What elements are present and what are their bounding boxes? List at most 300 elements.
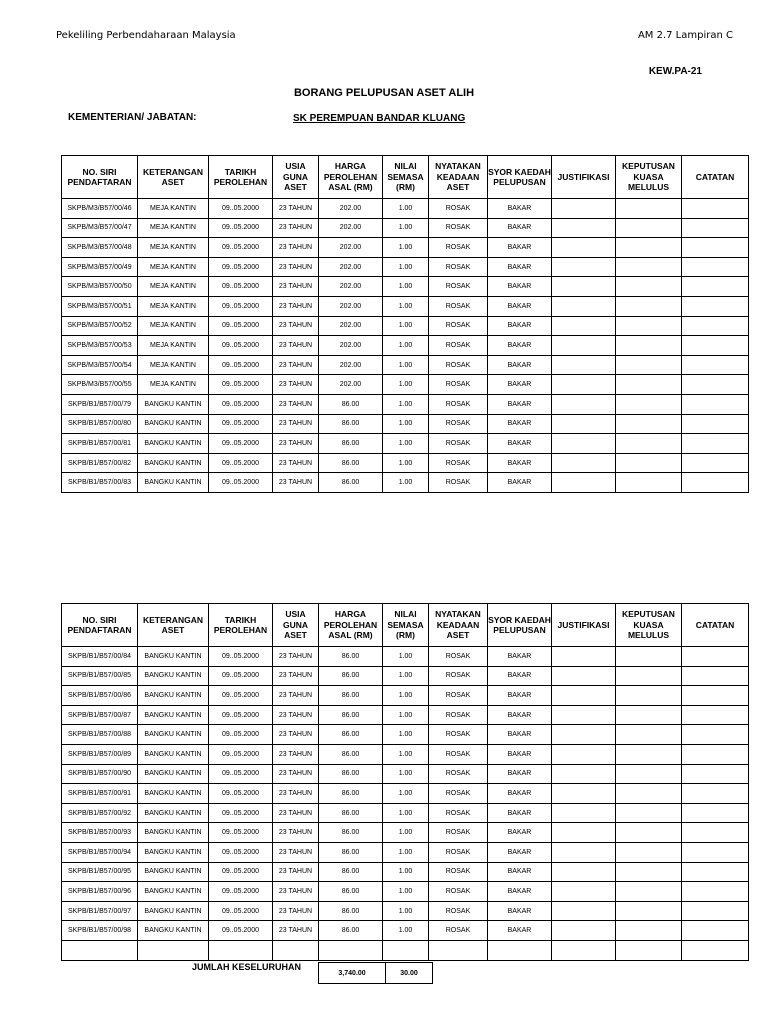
table-cell: 23 TAHUN bbox=[273, 823, 319, 843]
table-header-row bbox=[62, 604, 749, 647]
table-cell: BANGKU KANTIN bbox=[138, 725, 209, 745]
table-cell: BAKAR bbox=[488, 862, 552, 882]
table-cell: BAKAR bbox=[488, 199, 552, 219]
table-cell: ROSAK bbox=[429, 842, 488, 862]
table-cell: ROSAK bbox=[429, 336, 488, 356]
table-cell: SKPB/B1/B57/00/93 bbox=[62, 823, 138, 843]
table-cell: 09..05.2000 bbox=[209, 803, 273, 823]
table-cell: 86.00 bbox=[319, 764, 383, 784]
table-cell: BAKAR bbox=[488, 764, 552, 784]
table-cell: MEJA KANTIN bbox=[138, 355, 209, 375]
table-cell: 86.00 bbox=[319, 921, 383, 941]
table-cell bbox=[682, 296, 749, 316]
table-cell: 09..05.2000 bbox=[209, 473, 273, 493]
table-cell: BAKAR bbox=[488, 725, 552, 745]
table-cell: 09..05.2000 bbox=[209, 744, 273, 764]
table-cell: BANGKU KANTIN bbox=[138, 453, 209, 473]
table-cell bbox=[616, 453, 682, 473]
table-cell: ROSAK bbox=[429, 803, 488, 823]
table-cell bbox=[616, 257, 682, 277]
table-cell bbox=[616, 882, 682, 902]
table-cell bbox=[552, 218, 616, 238]
table-cell: BAKAR bbox=[488, 647, 552, 667]
col-catatan: CATATAN bbox=[682, 604, 749, 647]
col-tarikh: TARIKH PEROLEHAN bbox=[209, 156, 273, 199]
table-cell: BAKAR bbox=[488, 355, 552, 375]
table-cell: 86.00 bbox=[319, 434, 383, 454]
total-harga: 3,740.00 bbox=[319, 963, 386, 984]
table-cell: 202.00 bbox=[319, 199, 383, 219]
table-cell bbox=[319, 940, 383, 960]
table-cell: 202.00 bbox=[319, 316, 383, 336]
table-cell bbox=[616, 647, 682, 667]
table-cell bbox=[552, 686, 616, 706]
table-cell bbox=[552, 803, 616, 823]
table-cell: 86.00 bbox=[319, 414, 383, 434]
table-cell: MEJA KANTIN bbox=[138, 277, 209, 297]
table-cell bbox=[682, 414, 749, 434]
table-cell bbox=[682, 434, 749, 454]
table-cell: SKPB/M3/B57/00/52 bbox=[62, 316, 138, 336]
table-cell: 09..05.2000 bbox=[209, 277, 273, 297]
table-cell: ROSAK bbox=[429, 238, 488, 258]
table-cell: SKPB/B1/B57/00/82 bbox=[62, 453, 138, 473]
table-cell bbox=[616, 744, 682, 764]
table-row bbox=[62, 784, 749, 804]
table-cell: 09..05.2000 bbox=[209, 394, 273, 414]
table-cell: 1.00 bbox=[383, 238, 429, 258]
table-cell: SKPB/M3/B57/00/53 bbox=[62, 336, 138, 356]
table-cell: BANGKU KANTIN bbox=[138, 434, 209, 454]
table-cell: SKPB/M3/B57/00/54 bbox=[62, 355, 138, 375]
header-right: AM 2.7 Lampiran C bbox=[637, 30, 733, 41]
table-cell bbox=[616, 705, 682, 725]
table-cell: 23 TAHUN bbox=[273, 355, 319, 375]
table-cell: BAKAR bbox=[488, 238, 552, 258]
table-cell bbox=[682, 199, 749, 219]
table-cell: BAKAR bbox=[488, 823, 552, 843]
table-row bbox=[62, 414, 749, 434]
table-cell: 23 TAHUN bbox=[273, 277, 319, 297]
table-cell: 1.00 bbox=[383, 434, 429, 454]
table-cell: 09..05.2000 bbox=[209, 705, 273, 725]
table-cell bbox=[682, 666, 749, 686]
table-row bbox=[62, 686, 749, 706]
table-cell bbox=[616, 238, 682, 258]
table-cell bbox=[552, 375, 616, 395]
table-cell bbox=[552, 257, 616, 277]
table-cell: SKPB/M3/B57/00/49 bbox=[62, 257, 138, 277]
table-row bbox=[62, 394, 749, 414]
table-cell: 1.00 bbox=[383, 764, 429, 784]
table-cell bbox=[552, 725, 616, 745]
table-cell: BANGKU KANTIN bbox=[138, 647, 209, 667]
table-cell: 09..05.2000 bbox=[209, 355, 273, 375]
table-cell bbox=[682, 316, 749, 336]
table-cell bbox=[552, 882, 616, 902]
table-cell: BAKAR bbox=[488, 882, 552, 902]
table-cell: ROSAK bbox=[429, 355, 488, 375]
table-cell: SKPB/B1/B57/00/86 bbox=[62, 686, 138, 706]
table-cell bbox=[552, 705, 616, 725]
blank-row bbox=[62, 940, 749, 960]
table-2-body bbox=[62, 647, 749, 961]
table-cell: 09..05.2000 bbox=[209, 666, 273, 686]
table-row bbox=[62, 921, 749, 941]
table-cell: ROSAK bbox=[429, 434, 488, 454]
table-cell: 1.00 bbox=[383, 823, 429, 843]
table-cell bbox=[616, 375, 682, 395]
table-cell bbox=[682, 842, 749, 862]
table-cell: 86.00 bbox=[319, 686, 383, 706]
table-cell: 1.00 bbox=[383, 453, 429, 473]
table-cell: 86.00 bbox=[319, 901, 383, 921]
table-cell bbox=[682, 686, 749, 706]
table-cell: 1.00 bbox=[383, 336, 429, 356]
table-cell: ROSAK bbox=[429, 453, 488, 473]
table-cell bbox=[682, 921, 749, 941]
table-cell: 1.00 bbox=[383, 686, 429, 706]
disposal-table-1 bbox=[61, 155, 749, 493]
table-row bbox=[62, 823, 749, 843]
table-cell: SKPB/B1/B57/00/94 bbox=[62, 842, 138, 862]
table-cell: 23 TAHUN bbox=[273, 218, 319, 238]
table-cell: 86.00 bbox=[319, 882, 383, 902]
form-title: BORANG PELUPUSAN ASET ALIH bbox=[293, 87, 475, 99]
table-row bbox=[62, 725, 749, 745]
table-cell: 86.00 bbox=[319, 744, 383, 764]
table-cell: SKPB/B1/B57/00/85 bbox=[62, 666, 138, 686]
table-cell bbox=[682, 257, 749, 277]
ministry-value: SK PEREMPUAN BANDAR KLUANG bbox=[293, 113, 466, 124]
table-cell bbox=[616, 434, 682, 454]
table-row bbox=[62, 764, 749, 784]
table-cell bbox=[616, 803, 682, 823]
table-cell: 09..05.2000 bbox=[209, 238, 273, 258]
table-row bbox=[62, 901, 749, 921]
table-cell: BANGKU KANTIN bbox=[138, 394, 209, 414]
table-cell: BAKAR bbox=[488, 901, 552, 921]
table-row bbox=[62, 316, 749, 336]
table-row bbox=[62, 647, 749, 667]
disposal-table-2 bbox=[61, 603, 749, 961]
table-cell bbox=[552, 473, 616, 493]
table-cell: 23 TAHUN bbox=[273, 862, 319, 882]
table-cell: 1.00 bbox=[383, 842, 429, 862]
table-row bbox=[62, 218, 749, 238]
table-cell: ROSAK bbox=[429, 784, 488, 804]
table-cell bbox=[616, 823, 682, 843]
table-cell: 09..05.2000 bbox=[209, 921, 273, 941]
table-cell: ROSAK bbox=[429, 375, 488, 395]
table-cell: SKPB/B1/B57/00/80 bbox=[62, 414, 138, 434]
table-cell: ROSAK bbox=[429, 705, 488, 725]
table-cell bbox=[616, 394, 682, 414]
table-cell: 202.00 bbox=[319, 277, 383, 297]
table-row bbox=[62, 277, 749, 297]
table-cell: BANGKU KANTIN bbox=[138, 414, 209, 434]
table-cell: 09..05.2000 bbox=[209, 453, 273, 473]
table-cell bbox=[552, 666, 616, 686]
col-harga: HARGA PEROLEHAN ASAL (RM) bbox=[319, 156, 383, 199]
table-cell: 23 TAHUN bbox=[273, 414, 319, 434]
table-cell: 23 TAHUN bbox=[273, 453, 319, 473]
table-cell: ROSAK bbox=[429, 473, 488, 493]
table-cell: SKPB/B1/B57/00/92 bbox=[62, 803, 138, 823]
table-cell: 1.00 bbox=[383, 882, 429, 902]
table-cell: BANGKU KANTIN bbox=[138, 862, 209, 882]
table-row bbox=[62, 296, 749, 316]
table-cell: 86.00 bbox=[319, 453, 383, 473]
table-cell: 1.00 bbox=[383, 784, 429, 804]
table-cell: 86.00 bbox=[319, 705, 383, 725]
table-cell: 23 TAHUN bbox=[273, 394, 319, 414]
table-row bbox=[62, 744, 749, 764]
table-cell: 202.00 bbox=[319, 355, 383, 375]
table-cell: 1.00 bbox=[383, 277, 429, 297]
table-cell bbox=[616, 901, 682, 921]
table-cell: BAKAR bbox=[488, 473, 552, 493]
table-cell: BAKAR bbox=[488, 434, 552, 454]
table-cell bbox=[682, 803, 749, 823]
form-code: KEW.PA-21 bbox=[648, 66, 702, 77]
table-cell bbox=[616, 862, 682, 882]
table-row bbox=[62, 453, 749, 473]
table-row bbox=[62, 803, 749, 823]
table-cell bbox=[552, 744, 616, 764]
table-cell: BAKAR bbox=[488, 336, 552, 356]
table-row bbox=[62, 842, 749, 862]
table-cell: 1.00 bbox=[383, 355, 429, 375]
table-cell: BAKAR bbox=[488, 277, 552, 297]
ministry-label: KEMENTERIAN/ JABATAN: bbox=[68, 112, 197, 123]
table-cell: 09..05.2000 bbox=[209, 823, 273, 843]
table-cell: 23 TAHUN bbox=[273, 238, 319, 258]
table-cell bbox=[138, 940, 209, 960]
table-cell: 1.00 bbox=[383, 375, 429, 395]
table-cell bbox=[552, 647, 616, 667]
col-no-siri: NO. SIRI PENDAFTARAN bbox=[62, 604, 138, 647]
col-usia: USIA GUNA ASET bbox=[273, 604, 319, 647]
table-cell: BANGKU KANTIN bbox=[138, 686, 209, 706]
col-catatan: CATATAN bbox=[682, 156, 749, 199]
table-cell: BAKAR bbox=[488, 686, 552, 706]
table-cell: 1.00 bbox=[383, 901, 429, 921]
table-cell: 202.00 bbox=[319, 336, 383, 356]
table-cell bbox=[682, 725, 749, 745]
table-cell: 1.00 bbox=[383, 725, 429, 745]
table-cell bbox=[682, 744, 749, 764]
table-cell: ROSAK bbox=[429, 277, 488, 297]
table-cell: SKPB/B1/B57/00/88 bbox=[62, 725, 138, 745]
table-cell bbox=[682, 473, 749, 493]
table-cell: SKPB/B1/B57/00/95 bbox=[62, 862, 138, 882]
table-cell bbox=[488, 940, 552, 960]
table-row bbox=[62, 355, 749, 375]
table-cell bbox=[682, 375, 749, 395]
table-cell: SKPB/M3/B57/00/51 bbox=[62, 296, 138, 316]
table-cell: ROSAK bbox=[429, 901, 488, 921]
table-cell: 1.00 bbox=[383, 862, 429, 882]
table-cell bbox=[552, 921, 616, 941]
table-cell bbox=[682, 862, 749, 882]
table-cell: 23 TAHUN bbox=[273, 686, 319, 706]
table-row bbox=[62, 473, 749, 493]
table-row bbox=[62, 375, 749, 395]
table-cell: 23 TAHUN bbox=[273, 705, 319, 725]
table-cell: BAKAR bbox=[488, 296, 552, 316]
table-cell: SKPB/M3/B57/00/48 bbox=[62, 238, 138, 258]
table-cell: SKPB/B1/B57/00/79 bbox=[62, 394, 138, 414]
table-cell: 09..05.2000 bbox=[209, 647, 273, 667]
table-cell: 23 TAHUN bbox=[273, 921, 319, 941]
table-cell bbox=[552, 784, 616, 804]
table-cell bbox=[552, 453, 616, 473]
table-cell bbox=[616, 666, 682, 686]
table-cell: 1.00 bbox=[383, 296, 429, 316]
table-cell: ROSAK bbox=[429, 218, 488, 238]
table-row bbox=[62, 862, 749, 882]
table-cell: 1.00 bbox=[383, 199, 429, 219]
table-cell bbox=[682, 784, 749, 804]
table-cell: BANGKU KANTIN bbox=[138, 842, 209, 862]
table-row bbox=[62, 882, 749, 902]
table-row bbox=[62, 238, 749, 258]
col-tarikh: TARIKH PEROLEHAN bbox=[209, 604, 273, 647]
table-cell: 23 TAHUN bbox=[273, 336, 319, 356]
table-cell: 202.00 bbox=[319, 375, 383, 395]
table-cell: SKPB/B1/B57/00/84 bbox=[62, 647, 138, 667]
table-cell bbox=[552, 901, 616, 921]
table-cell: 23 TAHUN bbox=[273, 199, 319, 219]
table-row bbox=[62, 666, 749, 686]
table-cell: BAKAR bbox=[488, 316, 552, 336]
table-cell: 23 TAHUN bbox=[273, 473, 319, 493]
table-cell: SKPB/B1/B57/00/96 bbox=[62, 882, 138, 902]
table-cell: BANGKU KANTIN bbox=[138, 666, 209, 686]
table-cell: SKPB/M3/B57/00/50 bbox=[62, 277, 138, 297]
table-cell: 23 TAHUN bbox=[273, 882, 319, 902]
table-cell bbox=[552, 862, 616, 882]
table-cell: 86.00 bbox=[319, 394, 383, 414]
table-cell bbox=[616, 199, 682, 219]
table-cell: 09..05.2000 bbox=[209, 686, 273, 706]
table-cell bbox=[552, 336, 616, 356]
table-cell bbox=[616, 842, 682, 862]
table-cell bbox=[616, 316, 682, 336]
table-cell bbox=[616, 940, 682, 960]
table-cell: BAKAR bbox=[488, 375, 552, 395]
table-cell bbox=[616, 218, 682, 238]
table-cell bbox=[616, 296, 682, 316]
col-keputusan: KEPUTUSAN KUASA MELULUS bbox=[616, 156, 682, 199]
table-cell: 23 TAHUN bbox=[273, 666, 319, 686]
table-cell: ROSAK bbox=[429, 882, 488, 902]
table-cell: BAKAR bbox=[488, 394, 552, 414]
table-cell: BAKAR bbox=[488, 705, 552, 725]
table-cell: BAKAR bbox=[488, 218, 552, 238]
table-cell: 86.00 bbox=[319, 823, 383, 843]
table-cell: SKPB/M3/B57/00/46 bbox=[62, 199, 138, 219]
table-cell: 09..05.2000 bbox=[209, 218, 273, 238]
table-cell bbox=[429, 940, 488, 960]
table-cell bbox=[682, 336, 749, 356]
table-cell: 09..05.2000 bbox=[209, 414, 273, 434]
table-cell bbox=[682, 901, 749, 921]
table-cell: ROSAK bbox=[429, 823, 488, 843]
table-cell bbox=[552, 238, 616, 258]
col-harga: HARGA PEROLEHAN ASAL (RM) bbox=[319, 604, 383, 647]
table-cell: ROSAK bbox=[429, 862, 488, 882]
table-cell: 202.00 bbox=[319, 257, 383, 277]
table-cell bbox=[616, 921, 682, 941]
table-cell: BAKAR bbox=[488, 784, 552, 804]
table-cell: 86.00 bbox=[319, 842, 383, 862]
table-cell: ROSAK bbox=[429, 394, 488, 414]
total-label: JUMLAH KESELURUHAN bbox=[192, 962, 302, 972]
table-header-row bbox=[62, 156, 749, 199]
table-cell bbox=[682, 238, 749, 258]
table-cell: 23 TAHUN bbox=[273, 725, 319, 745]
table-cell: BAKAR bbox=[488, 257, 552, 277]
table-cell: SKPB/B1/B57/00/90 bbox=[62, 764, 138, 784]
table-cell: 09..05.2000 bbox=[209, 764, 273, 784]
table-cell bbox=[552, 414, 616, 434]
table-cell: 09..05.2000 bbox=[209, 784, 273, 804]
col-syor: SYOR KAEDAH PELUPUSAN bbox=[488, 604, 552, 647]
table-cell: 1.00 bbox=[383, 803, 429, 823]
table-cell: BANGKU KANTIN bbox=[138, 764, 209, 784]
table-cell: BAKAR bbox=[488, 453, 552, 473]
table-cell: BAKAR bbox=[488, 921, 552, 941]
col-syor: SYOR KAEDAH PELUPUSAN bbox=[488, 156, 552, 199]
table-cell: BAKAR bbox=[488, 842, 552, 862]
table-cell bbox=[682, 394, 749, 414]
col-keterangan: KETERANGAN ASET bbox=[138, 156, 209, 199]
table-cell bbox=[552, 823, 616, 843]
table-cell bbox=[682, 940, 749, 960]
table-row bbox=[62, 336, 749, 356]
table-cell: ROSAK bbox=[429, 666, 488, 686]
table-cell: 09..05.2000 bbox=[209, 316, 273, 336]
table-cell: BANGKU KANTIN bbox=[138, 921, 209, 941]
table-cell: BANGKU KANTIN bbox=[138, 803, 209, 823]
table-cell: 86.00 bbox=[319, 666, 383, 686]
table-cell: ROSAK bbox=[429, 296, 488, 316]
table-cell: ROSAK bbox=[429, 257, 488, 277]
table-cell: 86.00 bbox=[319, 473, 383, 493]
table-cell: 23 TAHUN bbox=[273, 375, 319, 395]
table-cell bbox=[616, 277, 682, 297]
table-cell: 09..05.2000 bbox=[209, 725, 273, 745]
table-cell bbox=[552, 199, 616, 219]
table-cell: 09..05.2000 bbox=[209, 296, 273, 316]
table-cell: 86.00 bbox=[319, 862, 383, 882]
col-justifikasi: JUSTIFIKASI bbox=[552, 156, 616, 199]
table-cell: 202.00 bbox=[319, 296, 383, 316]
table-cell: 09..05.2000 bbox=[209, 882, 273, 902]
table-cell bbox=[616, 355, 682, 375]
table-cell: 1.00 bbox=[383, 316, 429, 336]
table-cell: 1.00 bbox=[383, 394, 429, 414]
table-cell bbox=[616, 725, 682, 745]
table-cell: 1.00 bbox=[383, 218, 429, 238]
table-cell: 202.00 bbox=[319, 218, 383, 238]
table-cell: ROSAK bbox=[429, 316, 488, 336]
table-cell: MEJA KANTIN bbox=[138, 296, 209, 316]
table-cell: 202.00 bbox=[319, 238, 383, 258]
table-cell: MEJA KANTIN bbox=[138, 199, 209, 219]
